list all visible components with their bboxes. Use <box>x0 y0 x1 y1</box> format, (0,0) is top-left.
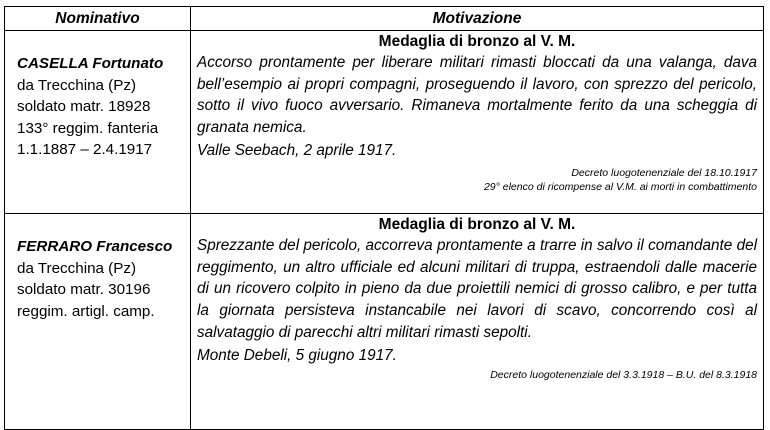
person-origin: da Trecchina (Pz) <box>17 76 137 94</box>
table-row <box>5 214 764 430</box>
person-regiment: 133° reggim. fanteria <box>17 119 159 137</box>
medal-title: Medaglia di bronzo al V. M. <box>378 216 576 233</box>
place-date: Valle Seebach, 2 aprile 1917. <box>197 141 397 159</box>
person-origin: da Trecchina (Pz) <box>17 259 137 277</box>
motivation-cell <box>191 214 764 430</box>
table-header-row <box>5 7 764 31</box>
motivation-text: Sprezzante del pericolo, accorreva prontamente a trarre in salvo il comandante del reggimento, un altro ufficiale ed alcuni militari di truppa, estraendoli dalle macerie di un ricovero colpito in pieno da due proiettili nemici di grosso calibro, e per tutta la giornata persisteva instancabile nei lavori di scavo, concorrendo così al salvataggio di parecchi altri militari rimasti sepolti. <box>197 237 757 341</box>
person-dates: 1.1.1887 – 2.4.1917 <box>17 141 153 158</box>
person-cell <box>5 31 191 214</box>
awards-table <box>4 6 764 430</box>
person-matricola: soldato matr. 18928 <box>17 98 151 115</box>
header-nominativo: Nominativo <box>5 7 191 31</box>
person-cell <box>5 214 191 430</box>
motivation-text: Accorso prontamente per liberare militari rimasti bloccati da una valanga, dava bell’esempio ai propri compagni, proseguendo il lavoro, con sprezzo del pericolo, sotto il vivo fuoco avversario. Rimaneva mortalmente ferito da una scheggia di granata nemica. <box>197 54 757 137</box>
place-date: Monte Debeli, 5 giugno 1917. <box>197 346 397 364</box>
person-name: CASELLA Fortunato <box>17 55 164 72</box>
decree-line: 29° elenco di ricompense al V.M. ai morti in combattimento <box>483 180 757 193</box>
person-matricola: soldato matr. 30196 <box>17 281 151 298</box>
decree-line: Decreto luogotenenziale del 3.3.1918 – B.U. del 8.3.1918 <box>490 368 757 381</box>
decree-line: Decreto luogotenenziale del 18.10.1917 <box>571 166 757 179</box>
table-row <box>5 31 764 214</box>
motivation-cell <box>191 31 764 214</box>
medal-title: Medaglia di bronzo al V. M. <box>378 33 576 50</box>
person-name: FERRARO Francesco <box>17 238 173 255</box>
header-motivazione: Motivazione <box>191 7 764 31</box>
person-regiment: reggim. artigl. camp. <box>17 302 155 320</box>
